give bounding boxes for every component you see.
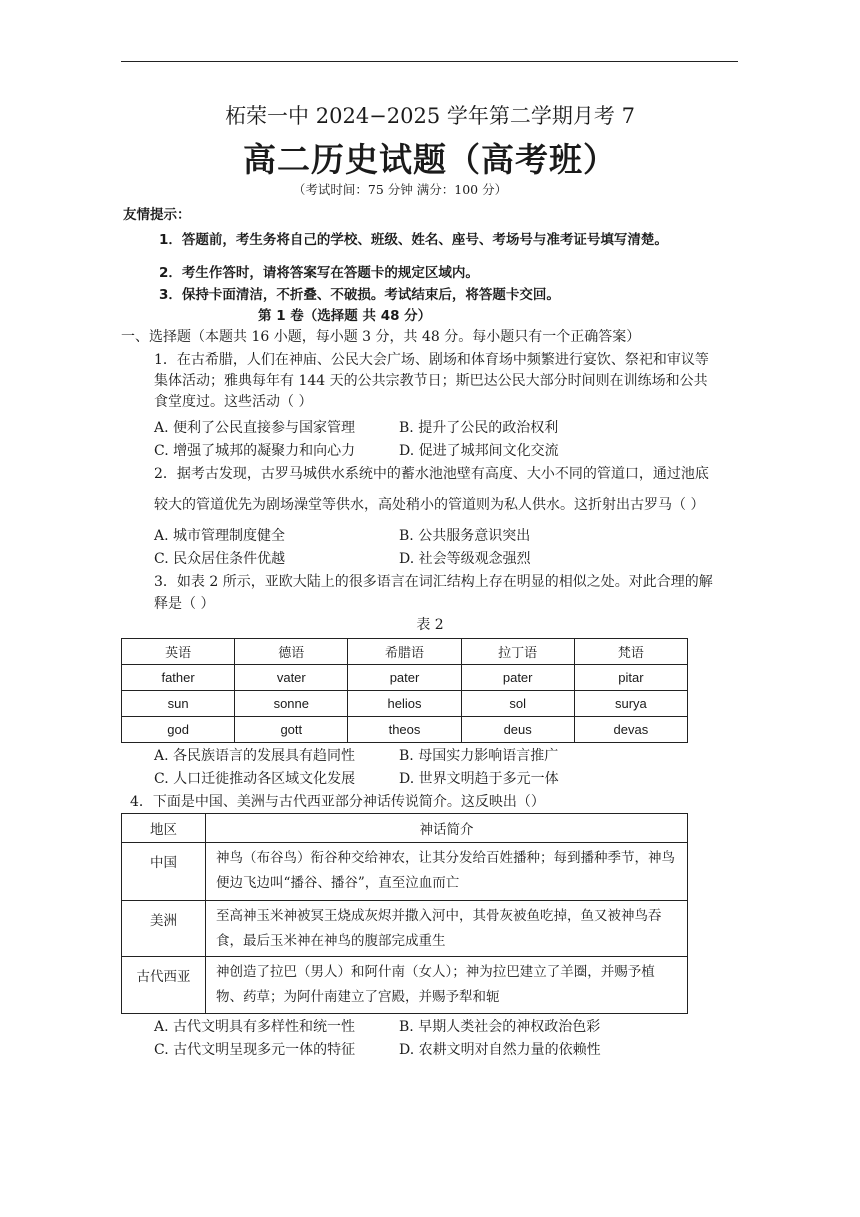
subject-title: 高二历史试题（高考班） bbox=[243, 140, 617, 179]
question-4-option-d: D. 农耕文明对自然力量的依赖性 bbox=[399, 1042, 601, 1058]
volume-title: 第 1 卷（选择题 共 48 分） bbox=[258, 308, 432, 324]
table-row bbox=[122, 665, 688, 691]
question-4-option-c: C. 古代文明呈现多元一体的特征 bbox=[154, 1042, 356, 1058]
question-2-line: 较大的管道优先为剧场澡堂等供水，高处稍小的管道则为私人供水。这折射出古罗马（ ） bbox=[154, 497, 705, 513]
tip-item: 1．答题前，考生务将自己的学校、班级、姓名、座号、考场号与准考证号填写清楚。 bbox=[159, 232, 668, 248]
table-caption: 表 2 bbox=[416, 617, 444, 633]
table-row bbox=[122, 691, 688, 717]
myth-table bbox=[121, 813, 688, 1014]
question-3-line: 3．如表 2 所示，亚欧大陆上的很多语言在词汇结构上存在明显的相似之处。对此合理的解 bbox=[154, 574, 713, 590]
table-cell: gott bbox=[235, 717, 348, 743]
question-1-line: 食堂度过。这些活动（ ） bbox=[154, 394, 313, 410]
table-row bbox=[122, 717, 688, 743]
table-header-cell: 地区 bbox=[122, 814, 206, 843]
header-rule bbox=[121, 61, 738, 62]
table-cell: vater bbox=[235, 665, 348, 691]
question-3-line: 释是（ ） bbox=[154, 596, 215, 612]
exam-info: （考试时间：75 分钟 满分：100 分） bbox=[292, 182, 508, 197]
table-header-row bbox=[122, 639, 688, 665]
section-title: 一、选择题（本题共 16 小题，每小题 3 分，共 48 分。每小题只有一个正确答案） bbox=[121, 329, 641, 345]
question-1-option-d: D. 促进了城邦间文化交流 bbox=[399, 443, 559, 459]
table-cell: helios bbox=[348, 691, 461, 717]
question-3-option-a: A. 各民族语言的发展具有趋同性 bbox=[154, 748, 356, 764]
table-row bbox=[122, 843, 688, 901]
region-label: 中国 bbox=[150, 855, 177, 871]
table-row bbox=[122, 957, 688, 1014]
question-2-option-c: C. 民众居住条件优越 bbox=[154, 551, 286, 567]
table-cell: sol bbox=[461, 691, 574, 717]
question-1-line: 1．在古希腊，人们在神庙、公民大会广场、剧场和体育场中频繁进行宴饮、祭祀和审议等 bbox=[154, 352, 709, 368]
myth-description: 神鸟（布谷鸟）衔谷种交给神农，让其分发给百姓播种；每到播种季节，神鸟便边飞边叫“播谷、播谷”，直至泣血而亡 bbox=[216, 850, 675, 891]
table-cell: pater bbox=[461, 665, 574, 691]
question-1-option-b: B. 提升了公民的政治权利 bbox=[399, 420, 559, 436]
table-header-row bbox=[122, 814, 688, 843]
myth-description: 神创造了拉巴（男人）和阿什南（女人）；神为拉巴建立了羊圈，并赐予植物、药草；为阿什南建立了宫殿，并赐予犁和轭 bbox=[216, 964, 655, 1005]
table-cell: devas bbox=[574, 717, 687, 743]
question-4-line: 4．下面是中国、美洲与古代西亚部分神话传说简介。这反映出（） bbox=[130, 794, 545, 810]
question-4-option-a: A. 古代文明具有多样性和统一性 bbox=[154, 1019, 356, 1035]
table-cell-region bbox=[122, 957, 206, 1014]
tip-item: 3．保持卡面清洁，不折叠、不破损。考试结束后，将答题卡交回。 bbox=[159, 287, 560, 303]
school-title: 柘荣一中 2024−2025 学年第二学期月考 7 bbox=[225, 104, 635, 128]
question-1-line: 集体活动；雅典每年有 144 天的公共宗教节日；斯巴达公民大部分时间则在训练场和公共 bbox=[154, 373, 708, 389]
table-cell-region bbox=[122, 843, 206, 901]
table-row bbox=[122, 901, 688, 957]
table-header-cell: 拉丁语 bbox=[461, 639, 574, 665]
table-header-cell: 神话简介 bbox=[206, 814, 688, 843]
region-label: 古代西亚 bbox=[136, 969, 191, 985]
question-1-option-a: A. 便利了公民直接参与国家管理 bbox=[154, 420, 356, 436]
table-cell: god bbox=[122, 717, 235, 743]
table-cell-myth bbox=[206, 957, 688, 1014]
tip-item: 2．考生作答时，请将答案写在答题卡的规定区域内。 bbox=[159, 265, 479, 281]
language-table bbox=[121, 638, 688, 743]
table-cell: theos bbox=[348, 717, 461, 743]
table-cell: deus bbox=[461, 717, 574, 743]
question-4-option-b: B. 早期人类社会的神权政治色彩 bbox=[399, 1019, 601, 1035]
question-2-option-d: D. 社会等级观念强烈 bbox=[399, 551, 531, 567]
question-3-option-c: C. 人口迁徙推动各区域文化发展 bbox=[154, 771, 356, 787]
table-cell: sonne bbox=[235, 691, 348, 717]
table-cell: pater bbox=[348, 665, 461, 691]
region-label: 美洲 bbox=[150, 913, 177, 929]
question-3-option-b: B. 母国实力影响语言推广 bbox=[399, 748, 559, 764]
tips-heading: 友情提示： bbox=[123, 207, 191, 223]
question-3-option-d: D. 世界文明趋于多元一体 bbox=[399, 771, 559, 787]
table-cell: surya bbox=[574, 691, 687, 717]
question-1-option-c: C. 增强了城邦的凝聚力和向心力 bbox=[154, 443, 356, 459]
table-cell: pitar bbox=[574, 665, 687, 691]
table-header-cell: 德语 bbox=[235, 639, 348, 665]
table-header-cell: 梵语 bbox=[574, 639, 687, 665]
table-header-cell: 希腊语 bbox=[348, 639, 461, 665]
question-2-option-b: B. 公共服务意识突出 bbox=[399, 528, 531, 544]
table-cell-region bbox=[122, 901, 206, 957]
table-header-cell: 英语 bbox=[122, 639, 235, 665]
question-2-line: 2．据考古发现，古罗马城供水系统中的蓄水池池壁有高度、大小不同的管道口，通过池底 bbox=[154, 466, 709, 482]
table-cell-myth bbox=[206, 843, 688, 901]
myth-description: 至高神玉米神被冥王烧成灰烬并撒入河中，其骨灰被鱼吃掉，鱼又被神鸟吞食，最后玉米神在神鸟的腹部完成重生 bbox=[216, 908, 662, 949]
table-cell: father bbox=[122, 665, 235, 691]
question-2-option-a: A. 城市管理制度健全 bbox=[154, 528, 286, 544]
table-cell: sun bbox=[122, 691, 235, 717]
table-cell-myth bbox=[206, 901, 688, 957]
